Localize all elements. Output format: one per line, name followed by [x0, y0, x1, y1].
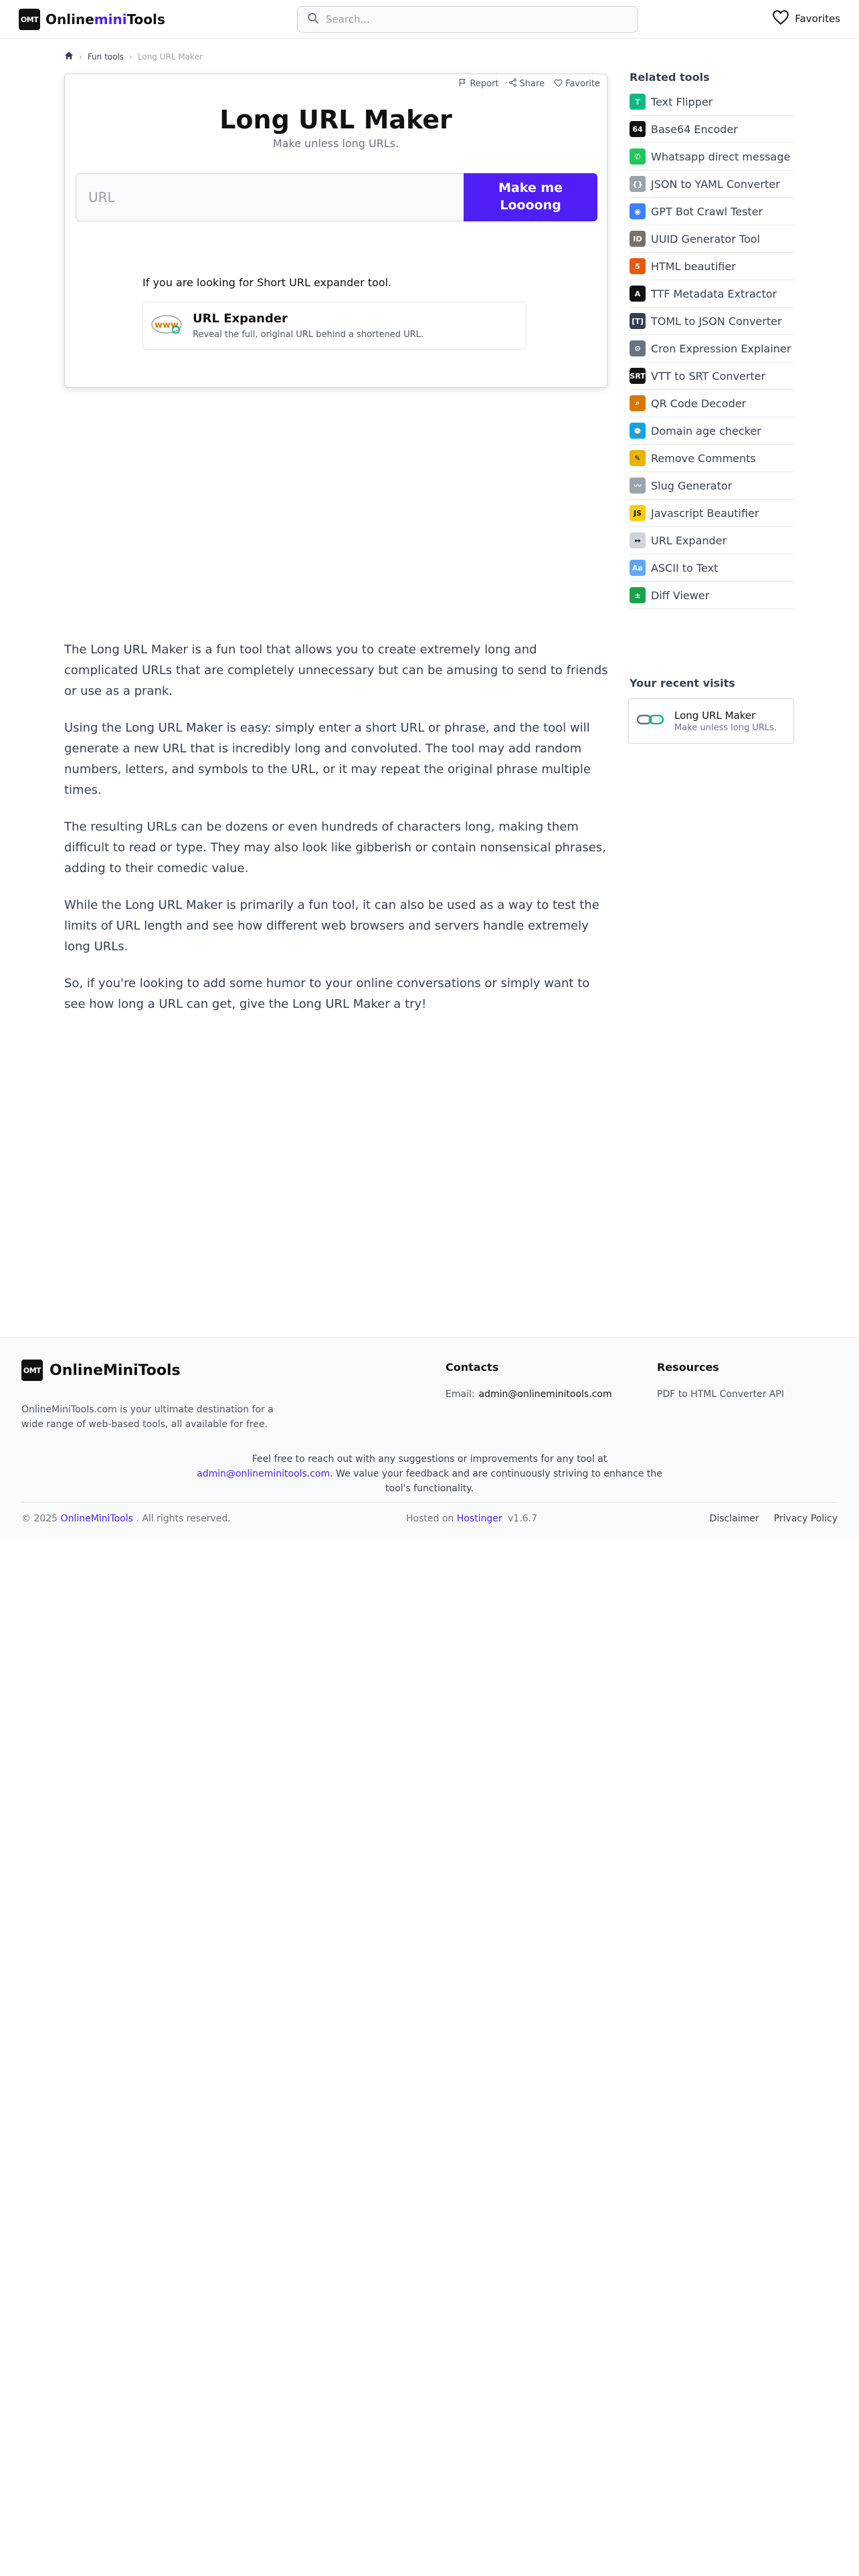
- related-tool-item[interactable]: [630, 390, 794, 417]
- brand-name-part-tools: Tools: [126, 11, 165, 27]
- tool-card: [64, 74, 607, 388]
- page-title: Long URL Maker: [219, 105, 452, 134]
- top-navigation-bar: [0, 0, 859, 39]
- whatsapp-icon: ✆: [630, 148, 646, 165]
- url-expander-title: URL Expander: [193, 312, 288, 326]
- article-paragraph: The resulting URLs can be dozens or even hundreds of characters long, making them difficult to read or type. They may also look like gibberish or contain nonsensical phrases, adding to their comedic value.: [64, 820, 606, 875]
- url-expander-card-text: [193, 312, 423, 340]
- footer-brand-name: OnlineMiniTools: [50, 1362, 181, 1379]
- related-tool-label: JSON to YAML Converter: [651, 177, 780, 191]
- make-long-url-button[interactable]: [464, 173, 597, 221]
- diff-icon: ±: [630, 587, 646, 603]
- copyright-link[interactable]: OnlineMiniTools: [60, 1513, 133, 1524]
- footer-brand[interactable]: [21, 1360, 181, 1381]
- chevron-right-icon: ›: [79, 51, 82, 62]
- related-tool-label: Slug Generator: [651, 479, 733, 492]
- favorites-label: Favorites: [795, 13, 840, 25]
- page-subtitle: Make unless long URLs.: [272, 137, 399, 150]
- related-tool-item[interactable]: [630, 500, 794, 527]
- chevron-right-icon: ›: [129, 51, 132, 62]
- breadcrumb: [64, 51, 203, 62]
- vtt-srt-icon: SRT: [630, 368, 646, 384]
- base64-icon: 64: [630, 121, 646, 137]
- related-tool-label: TOML to JSON Converter: [651, 314, 782, 328]
- related-tool-label: UUID Generator Tool: [651, 232, 760, 245]
- disclaimer-link[interactable]: Disclaimer: [709, 1513, 759, 1524]
- share-button[interactable]: [508, 78, 545, 90]
- related-tool-item[interactable]: [630, 171, 794, 198]
- related-tool-label: Remove Comments: [651, 451, 756, 465]
- related-tool-item[interactable]: [630, 335, 794, 362]
- hosting-info: [406, 1513, 537, 1524]
- related-tool-item[interactable]: [630, 472, 794, 500]
- heart-icon: [554, 79, 563, 90]
- related-tool-label: QR Code Decoder: [651, 397, 747, 410]
- note-text: . We value your feedback and are continuously striving to enhance the tool's functionality.: [330, 1469, 662, 1494]
- related-tool-item[interactable]: [630, 88, 794, 116]
- report-label: Report: [470, 79, 499, 89]
- related-tool-item[interactable]: [630, 253, 794, 280]
- related-tool-label: Base64 Encoder: [651, 122, 738, 136]
- brand-name-part-mini: mini: [94, 11, 127, 27]
- article-content: [64, 639, 613, 1031]
- button-line-2: Loooong: [500, 198, 561, 213]
- related-tool-item[interactable]: [630, 143, 794, 171]
- related-tool-label: Whatsapp direct message: [651, 150, 791, 163]
- share-label: Share: [519, 79, 545, 89]
- related-tool-item[interactable]: [630, 554, 794, 582]
- related-tool-item[interactable]: [630, 362, 794, 390]
- search-input[interactable]: [326, 13, 620, 25]
- javascript-icon: JS: [630, 505, 646, 521]
- favorite-button[interactable]: [554, 78, 600, 90]
- related-tool-item[interactable]: [630, 417, 794, 445]
- related-tool-label: Diff Viewer: [651, 588, 710, 602]
- related-tool-label: URL Expander: [651, 534, 727, 547]
- url-form: [76, 173, 597, 221]
- article-paragraph: So, if you're looking to add some humor to your online conversations or simply want to see how long a URL can get, give the Long URL Maker a try!: [64, 976, 590, 1011]
- privacy-policy-link[interactable]: Privacy Policy: [773, 1513, 838, 1524]
- related-tool-item[interactable]: [630, 308, 794, 335]
- url-expander-icon: ↔: [630, 532, 646, 548]
- heart-icon: [772, 9, 789, 28]
- search-icon: [307, 12, 319, 27]
- favorite-label: Favorite: [565, 79, 600, 89]
- related-tool-label: GPT Bot Crawl Tester: [651, 205, 763, 218]
- related-tool-item[interactable]: [630, 445, 794, 472]
- email-label: Email:: [446, 1389, 475, 1400]
- related-tool-item[interactable]: [630, 225, 794, 253]
- related-tool-item[interactable]: [630, 116, 794, 143]
- site-footer: [0, 1337, 859, 1538]
- footer-divider: [21, 1502, 838, 1503]
- related-tool-label: ASCII to Text: [651, 561, 719, 574]
- email-link[interactable]: admin@onlineminitools.com: [478, 1389, 612, 1400]
- related-tool-label: TTF Metadata Extractor: [651, 287, 777, 300]
- remove-comments-icon: ✎: [630, 450, 646, 466]
- hosted-text: Hosted on: [406, 1513, 454, 1524]
- json-yaml-icon: {}: [630, 176, 646, 192]
- url-expander-card-link[interactable]: [142, 302, 527, 350]
- related-tools-list: [630, 88, 794, 609]
- report-button[interactable]: [458, 78, 498, 90]
- footer-email: [446, 1389, 612, 1400]
- copyright-text: . All rights reserved.: [136, 1513, 231, 1524]
- omt-logo-icon: OMT: [19, 9, 40, 30]
- slug-icon: 〰: [630, 477, 646, 494]
- footer-feedback-note: [194, 1452, 665, 1496]
- search-box[interactable]: [297, 6, 638, 33]
- related-tool-item[interactable]: [630, 527, 794, 554]
- hostinger-link[interactable]: Hostinger: [456, 1513, 502, 1524]
- version-text: v1.6.7: [508, 1513, 537, 1524]
- related-tool-label: VTT to SRT Converter: [651, 369, 766, 383]
- recent-visit-text: [674, 710, 777, 733]
- url-input[interactable]: [76, 173, 464, 221]
- expander-hint-text: If you are looking for Short URL expander tool.: [142, 276, 392, 289]
- related-tool-label: Domain age checker: [651, 424, 761, 437]
- recent-visit-long-url-maker[interactable]: [628, 698, 794, 744]
- text-flipper-icon: T: [630, 94, 646, 110]
- related-tool-label: Cron Expression Explainer: [651, 342, 791, 355]
- footer-legal-links: [710, 1513, 838, 1524]
- recent-visits-heading: Your recent visits: [630, 677, 735, 689]
- flag-icon: [458, 78, 467, 90]
- footer-description: OnlineMiniTools.com is your ultimate destination for a wide range of web-based tools, all available for free.: [21, 1404, 274, 1430]
- note-email-link[interactable]: admin@onlineminitools.com: [197, 1469, 330, 1479]
- related-tool-label: HTML beautifier: [651, 259, 736, 273]
- brand-name-part-online: Online: [45, 11, 94, 27]
- footer-resource-link[interactable]: PDF to HTML Converter API: [657, 1389, 784, 1400]
- breadcrumb-current: Long URL Maker: [137, 51, 203, 62]
- related-tool-item[interactable]: [630, 280, 794, 308]
- gpt-bot-icon: ◉: [630, 203, 646, 219]
- brand-name: [45, 11, 165, 27]
- copyright: [21, 1513, 231, 1524]
- www-icon: [150, 312, 183, 339]
- recent-visit-description: Make unless long URLs.: [674, 722, 777, 733]
- domain-age-icon: ⌚: [630, 423, 646, 439]
- related-tool-item[interactable]: [630, 198, 794, 225]
- omt-logo-icon: OMT: [21, 1360, 43, 1381]
- share-icon: [508, 78, 517, 90]
- svg-text:www: www: [154, 320, 179, 330]
- ttf-icon: A: [630, 286, 646, 302]
- html5-icon: 5: [630, 258, 646, 274]
- favorites-button[interactable]: [772, 9, 840, 28]
- cron-icon: ⚙: [630, 340, 646, 356]
- related-tool-label: Text Flipper: [651, 95, 713, 108]
- link-chain-icon: [636, 712, 665, 730]
- qr-search-icon: ⌕: [630, 395, 646, 411]
- button-line-1: Make me: [498, 181, 563, 196]
- breadcrumb-category-link[interactable]: Fun tools: [87, 51, 124, 62]
- site-logo-link[interactable]: [19, 9, 165, 30]
- card-actions: [458, 78, 600, 90]
- ascii-icon: Aa: [630, 560, 646, 576]
- toml-icon: [T]: [630, 313, 646, 329]
- article-paragraph: Using the Long URL Maker is easy: simply enter a short URL or phrase, and the tool will generate a new URL that is incredibly long and convoluted. The tool may add random numbers, letters, and symbols to the URL, or it may repeat the original phrase multiple times.: [64, 721, 591, 797]
- uuid-icon: ID: [630, 231, 646, 247]
- home-icon[interactable]: [64, 51, 74, 62]
- related-tools-heading: Related tools: [630, 71, 710, 84]
- url-expander-description: Reveal the full, original URL behind a shortened URL.: [193, 330, 424, 340]
- note-text: Feel free to reach out with any suggestions or improvements for any tool at: [252, 1454, 607, 1465]
- related-tool-label: Javascript Beautifier: [651, 506, 759, 520]
- footer-contacts-heading: Contacts: [446, 1361, 499, 1374]
- recent-visit-title: Long URL Maker: [674, 709, 756, 722]
- related-tool-item[interactable]: [630, 582, 794, 609]
- copyright-year: © 2025: [21, 1513, 58, 1524]
- footer-resources-heading: Resources: [657, 1361, 719, 1374]
- article-paragraph: While the Long URL Maker is primarily a fun tool, it can also be used as a way to test the limits of URL length and see how different web browsers and servers handle extremely long URLs.: [64, 898, 599, 954]
- article-paragraph: The Long URL Maker is a fun tool that allows you to create extremely long and complicated URLs that are completely unnecessary but can be amusing to send to friends or use as a prank.: [64, 643, 608, 698]
